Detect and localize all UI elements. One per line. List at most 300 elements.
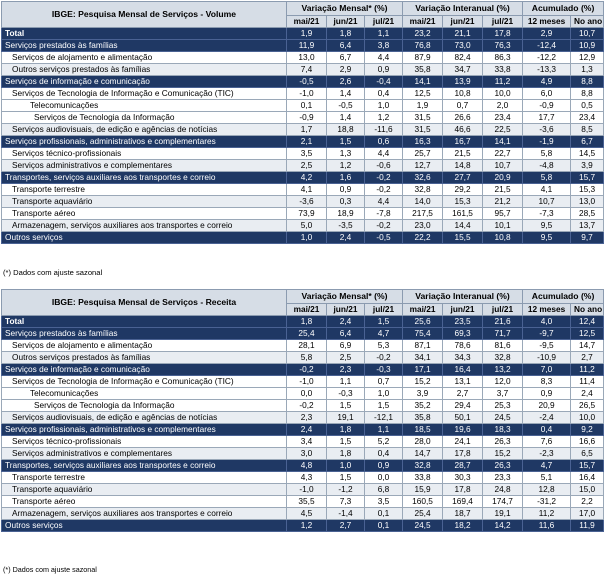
table-row: [2, 376, 604, 388]
table-cell: 28,1: [287, 340, 327, 352]
receita-table-note: (*) Dados com ajuste sazonal: [3, 565, 97, 574]
table-cell: 8,8: [571, 76, 604, 88]
table-cell: 21,5: [483, 184, 523, 196]
table-row: [2, 184, 604, 196]
table-cell: 16,3: [403, 136, 443, 148]
table-cell: 10,8: [443, 88, 483, 100]
table-cell: 0,4: [365, 448, 403, 460]
table-cell: 8,5: [571, 124, 604, 136]
table-cell: 15,7: [571, 172, 604, 184]
table-cell: 17,0: [571, 508, 604, 520]
table-cell: -1,0: [287, 376, 327, 388]
table-cell: 12,0: [483, 376, 523, 388]
column-header: jul/21: [483, 304, 523, 316]
table-cell: 19,1: [327, 412, 365, 424]
table-cell: 34,1: [403, 352, 443, 364]
row-label: Total: [2, 316, 287, 328]
table-cell: -3,5: [327, 220, 365, 232]
row-label: Transportes, serviços auxiliares aos transportes e correio: [2, 460, 287, 472]
table-cell: -2,3: [523, 448, 571, 460]
table-cell: 81,6: [483, 340, 523, 352]
table-cell: -1,4: [327, 508, 365, 520]
table-cell: 25,3: [483, 400, 523, 412]
table-cell: -0,6: [365, 160, 403, 172]
table-cell: 1,1: [365, 424, 403, 436]
table-cell: -2,4: [523, 412, 571, 424]
table-cell: 5,8: [523, 148, 571, 160]
table-cell: 15,7: [571, 460, 604, 472]
table-cell: 18,2: [443, 520, 483, 532]
table-cell: 1,4: [327, 88, 365, 100]
table-cell: 18,5: [403, 424, 443, 436]
row-label: Serviços técnico-profissionais: [2, 436, 287, 448]
group-header: Acumulado (%): [523, 2, 604, 16]
table-cell: 0,9: [365, 64, 403, 76]
table-cell: 14,2: [483, 520, 523, 532]
table-row: [2, 496, 604, 508]
table-cell: 82,4: [443, 52, 483, 64]
table-cell: 7,4: [287, 64, 327, 76]
table-cell: 24,5: [483, 412, 523, 424]
table-row: [2, 28, 604, 40]
table-cell: 24,8: [483, 484, 523, 496]
table-row: [2, 520, 604, 532]
table-cell: 1,4: [327, 112, 365, 124]
table-cell: 16,4: [443, 364, 483, 376]
table-cell: 1,3: [571, 64, 604, 76]
table-cell: 2,4: [571, 388, 604, 400]
table-cell: -7,3: [523, 208, 571, 220]
table-cell: 15,5: [443, 232, 483, 244]
table-cell: -10,9: [523, 352, 571, 364]
table-cell: -0,2: [365, 352, 403, 364]
table-row: [2, 400, 604, 412]
table-row: [2, 448, 604, 460]
table-cell: 24,1: [443, 436, 483, 448]
table-cell: -1,0: [287, 88, 327, 100]
column-header: jun/21: [443, 304, 483, 316]
table-cell: 1,8: [327, 28, 365, 40]
table-cell: 4,2: [287, 172, 327, 184]
row-label: Outros serviços: [2, 232, 287, 244]
row-label: Serviços prestados às famílias: [2, 40, 287, 52]
table-cell: 2,4: [287, 424, 327, 436]
table-cell: -12,1: [365, 412, 403, 424]
table-cell: 22,7: [483, 148, 523, 160]
table-row: [2, 412, 604, 424]
row-label: Telecomunicações: [2, 388, 287, 400]
table-cell: 26,5: [571, 400, 604, 412]
table-cell: 217,5: [403, 208, 443, 220]
table-cell: 2,6: [327, 76, 365, 88]
table-cell: 0,9: [327, 184, 365, 196]
table-cell: 35,5: [287, 496, 327, 508]
table-cell: 12,4: [571, 316, 604, 328]
table-cell: 1,3: [327, 148, 365, 160]
table-row: [2, 40, 604, 52]
table-cell: 33,8: [483, 64, 523, 76]
table-row: [2, 232, 604, 244]
table-title: IBGE: Pesquisa Mensal de Serviços - Volume: [2, 2, 287, 28]
table-cell: 29,2: [443, 184, 483, 196]
table-cell: 23,2: [403, 28, 443, 40]
table-cell: 14,1: [403, 76, 443, 88]
column-header: mai/21: [403, 16, 443, 28]
row-label: Total: [2, 28, 287, 40]
table-cell: 0,5: [571, 100, 604, 112]
table-cell: 31,5: [403, 112, 443, 124]
table-cell: 25,6: [403, 316, 443, 328]
row-label: Serviços administrativos e complementares: [2, 448, 287, 460]
table-cell: 87,1: [403, 340, 443, 352]
table-cell: -3,6: [523, 124, 571, 136]
column-header: 12 meses: [523, 16, 571, 28]
table-cell: 1,9: [287, 28, 327, 40]
table-cell: 18,9: [327, 208, 365, 220]
table-cell: 0,4: [365, 88, 403, 100]
table-cell: 5,3: [365, 340, 403, 352]
table-cell: 2,3: [287, 412, 327, 424]
table-cell: 1,2: [365, 112, 403, 124]
table-cell: 26,3: [483, 436, 523, 448]
table-cell: 16,4: [571, 472, 604, 484]
table-cell: 2,7: [443, 388, 483, 400]
table-cell: 0,0: [365, 472, 403, 484]
table-cell: 2,5: [287, 160, 327, 172]
group-header: Variação Interanual (%): [403, 290, 523, 304]
table-cell: 21,5: [443, 148, 483, 160]
table-cell: 3,5: [365, 496, 403, 508]
table-cell: 35,8: [403, 412, 443, 424]
column-header: jun/21: [327, 304, 365, 316]
table-cell: 73,9: [287, 208, 327, 220]
table-cell: 13,7: [571, 220, 604, 232]
table-cell: 21,2: [483, 196, 523, 208]
table-cell: 32,8: [403, 460, 443, 472]
table-cell: 1,8: [287, 316, 327, 328]
table-cell: 19,6: [443, 424, 483, 436]
table-cell: 1,2: [287, 520, 327, 532]
table-cell: 6,7: [571, 136, 604, 148]
table-cell: 8,8: [571, 88, 604, 100]
row-label: Serviços de alojamento e alimentação: [2, 52, 287, 64]
row-label: Serviços técnico-profissionais: [2, 148, 287, 160]
table-cell: -0,9: [287, 112, 327, 124]
row-label: Transporte aéreo: [2, 208, 287, 220]
column-header: mai/21: [287, 304, 327, 316]
table-cell: 17,8: [483, 28, 523, 40]
table-cell: 50,1: [443, 412, 483, 424]
table-cell: 160,5: [403, 496, 443, 508]
table-cell: 19,1: [483, 508, 523, 520]
table-cell: 6,7: [327, 52, 365, 64]
table-cell: 32,6: [403, 172, 443, 184]
table-cell: 10,0: [483, 88, 523, 100]
table-cell: 46,6: [443, 124, 483, 136]
table-cell: -31,2: [523, 496, 571, 508]
row-label: Serviços audiovisuais, de edição e agências de notícias: [2, 124, 287, 136]
table-row: [2, 100, 604, 112]
table-cell: 5,0: [287, 220, 327, 232]
table-cell: 169,4: [443, 496, 483, 508]
table-row: [2, 220, 604, 232]
table-cell: 35,2: [403, 400, 443, 412]
row-label: Transportes, serviços auxiliares aos transportes e correio: [2, 172, 287, 184]
table-title: IBGE: Pesquisa Mensal de Serviços - Receita: [2, 290, 287, 316]
group-header: Variação Mensal* (%): [287, 2, 403, 16]
table-row: [2, 76, 604, 88]
table-cell: 2,4: [327, 316, 365, 328]
table-cell: 23,5: [443, 316, 483, 328]
column-header: jul/21: [483, 16, 523, 28]
table-cell: 8,3: [523, 376, 571, 388]
table-cell: 6,4: [327, 40, 365, 52]
table-cell: 10,0: [571, 412, 604, 424]
row-label: Armazenagem, serviços auxiliares aos transportes e correio: [2, 220, 287, 232]
row-label: Serviços profissionais, administrativos e complementares: [2, 136, 287, 148]
table-cell: 25,4: [287, 328, 327, 340]
table-cell: 11,6: [523, 520, 571, 532]
row-label: Serviços de Tecnologia da Informação: [2, 400, 287, 412]
table-cell: 15,3: [571, 184, 604, 196]
column-header: jun/21: [327, 16, 365, 28]
column-header: jun/21: [443, 16, 483, 28]
column-header: jul/21: [365, 16, 403, 28]
table-cell: 6,5: [571, 448, 604, 460]
table-cell: 4,4: [365, 196, 403, 208]
table-cell: 22,5: [483, 124, 523, 136]
table-cell: 14,0: [403, 196, 443, 208]
table-cell: 4,1: [523, 184, 571, 196]
row-label: Serviços prestados às famílias: [2, 328, 287, 340]
table-cell: 75,4: [403, 328, 443, 340]
table-cell: 26,6: [443, 112, 483, 124]
table-cell: 20,9: [523, 400, 571, 412]
table-row: [2, 352, 604, 364]
table-cell: -0,2: [365, 220, 403, 232]
column-header: No ano: [571, 16, 604, 28]
table-cell: 3,9: [403, 388, 443, 400]
table-row: [2, 364, 604, 376]
table-cell: 7,6: [523, 436, 571, 448]
table-cell: 1,6: [327, 172, 365, 184]
table-cell: 1,8: [327, 448, 365, 460]
table-row: [2, 136, 604, 148]
table-cell: 23,0: [403, 220, 443, 232]
table-cell: 5,8: [523, 172, 571, 184]
table-cell: -1,0: [287, 484, 327, 496]
table-cell: 11,2: [483, 76, 523, 88]
table-cell: 28,0: [403, 436, 443, 448]
table-cell: 1,0: [327, 460, 365, 472]
table-cell: 1,8: [327, 424, 365, 436]
table-cell: 7,3: [327, 496, 365, 508]
table-cell: -0,9: [523, 100, 571, 112]
table-cell: 10,7: [571, 28, 604, 40]
table-cell: 4,0: [523, 316, 571, 328]
table-cell: 10,1: [483, 220, 523, 232]
table-row: [2, 328, 604, 340]
group-header: Variação Mensal* (%): [287, 290, 403, 304]
table-row: [2, 160, 604, 172]
column-header: mai/21: [287, 16, 327, 28]
table-cell: 14,1: [483, 136, 523, 148]
table-row: [2, 64, 604, 76]
table-cell: 1,0: [287, 232, 327, 244]
table-cell: 18,7: [443, 508, 483, 520]
table-cell: 0,7: [365, 376, 403, 388]
table-cell: 1,1: [327, 376, 365, 388]
table-cell: -0,5: [287, 76, 327, 88]
table-cell: 0,1: [365, 520, 403, 532]
table-cell: 2,7: [571, 352, 604, 364]
table-cell: 4,7: [365, 328, 403, 340]
table-row: [2, 472, 604, 484]
table-cell: 27,7: [443, 172, 483, 184]
table-cell: 3,8: [365, 40, 403, 52]
table-cell: 2,7: [327, 520, 365, 532]
table-cell: 2,0: [483, 100, 523, 112]
table-cell: 1,5: [327, 136, 365, 148]
table-cell: 25,7: [403, 148, 443, 160]
table-cell: 2,9: [327, 64, 365, 76]
table-cell: -11,6: [365, 124, 403, 136]
table-cell: 76,8: [403, 40, 443, 52]
table-cell: -0,3: [327, 388, 365, 400]
table-cell: 4,5: [287, 508, 327, 520]
table-cell: 14,7: [403, 448, 443, 460]
row-label: Serviços administrativos e complementares: [2, 160, 287, 172]
table-cell: 14,5: [571, 148, 604, 160]
table-cell: 1,7: [287, 124, 327, 136]
table-row: [2, 172, 604, 184]
row-label: Outros serviços: [2, 520, 287, 532]
table-cell: 18,3: [483, 424, 523, 436]
row-label: Outros serviços prestados às famílias: [2, 352, 287, 364]
table-cell: 1,9: [403, 100, 443, 112]
table-cell: 4,4: [365, 52, 403, 64]
table-cell: 32,8: [403, 184, 443, 196]
table-cell: 1,5: [327, 436, 365, 448]
table-cell: -1,9: [523, 136, 571, 148]
table-cell: 9,2: [571, 424, 604, 436]
table-cell: 2,4: [327, 232, 365, 244]
table-cell: 4,3: [287, 472, 327, 484]
table-cell: 95,7: [483, 208, 523, 220]
row-label: Transporte terrestre: [2, 472, 287, 484]
table-cell: 10,7: [523, 196, 571, 208]
table-cell: 28,5: [571, 208, 604, 220]
table-cell: 5,2: [365, 436, 403, 448]
table-cell: 174,7: [483, 496, 523, 508]
table-cell: 23,3: [483, 472, 523, 484]
table-cell: 2,5: [327, 352, 365, 364]
table-row: [2, 52, 604, 64]
table-cell: 29,4: [443, 400, 483, 412]
table-cell: 25,4: [403, 508, 443, 520]
table-cell: 31,5: [403, 124, 443, 136]
table-cell: 10,7: [483, 160, 523, 172]
column-header: mai/21: [403, 304, 443, 316]
table-cell: 20,9: [483, 172, 523, 184]
table-cell: 15,9: [403, 484, 443, 496]
row-label: Serviços de Tecnologia de Informação e Comunicação (TIC): [2, 376, 287, 388]
table-cell: 4,8: [287, 460, 327, 472]
table-cell: 9,5: [523, 232, 571, 244]
table-row: [2, 88, 604, 100]
table-cell: 11,9: [287, 40, 327, 52]
table-cell: 69,3: [443, 328, 483, 340]
row-label: Transporte aquaviário: [2, 196, 287, 208]
table-cell: 71,7: [483, 328, 523, 340]
table-row: [2, 508, 604, 520]
table-cell: 12,5: [403, 88, 443, 100]
table-cell: 3,7: [483, 388, 523, 400]
table-cell: 73,0: [443, 40, 483, 52]
table-cell: 3,9: [571, 160, 604, 172]
table-row: [2, 340, 604, 352]
table-cell: 15,3: [443, 196, 483, 208]
volume-table: [1, 1, 604, 244]
table-cell: -13,3: [523, 64, 571, 76]
table-cell: 6,8: [365, 484, 403, 496]
row-label: Armazenagem, serviços auxiliares aos transportes e correio: [2, 508, 287, 520]
table-cell: 15,0: [571, 484, 604, 496]
table-cell: -1,2: [327, 484, 365, 496]
table-cell: 0,6: [365, 136, 403, 148]
table-cell: 76,3: [483, 40, 523, 52]
table-cell: 22,2: [403, 232, 443, 244]
table-row: [2, 148, 604, 160]
table-cell: 6,4: [327, 328, 365, 340]
table-cell: 3,5: [287, 148, 327, 160]
table-cell: 0,0: [287, 388, 327, 400]
column-header: No ano: [571, 304, 604, 316]
table-cell: 6,0: [523, 88, 571, 100]
table-cell: 3,4: [287, 436, 327, 448]
table-cell: -0,5: [365, 232, 403, 244]
table-cell: -0,4: [365, 76, 403, 88]
table-cell: 24,5: [403, 520, 443, 532]
table-cell: 3,0: [287, 448, 327, 460]
table-cell: -4,8: [523, 160, 571, 172]
table-cell: 14,8: [443, 160, 483, 172]
table-cell: 26,3: [483, 460, 523, 472]
table-cell: 4,7: [523, 460, 571, 472]
table-cell: -0,2: [287, 400, 327, 412]
table-cell: -0,5: [327, 100, 365, 112]
table-cell: 1,0: [365, 388, 403, 400]
table-cell: 16,6: [571, 436, 604, 448]
row-label: Transporte aéreo: [2, 496, 287, 508]
table-cell: 14,4: [443, 220, 483, 232]
table-cell: 23,4: [571, 112, 604, 124]
table-cell: 1,2: [327, 160, 365, 172]
table-cell: 34,7: [443, 64, 483, 76]
table-cell: 12,5: [571, 328, 604, 340]
table-cell: -0,3: [365, 364, 403, 376]
table-cell: 11,4: [571, 376, 604, 388]
table-row: [2, 124, 604, 136]
table-cell: 28,7: [443, 460, 483, 472]
table-cell: 0,7: [443, 100, 483, 112]
table-row: [2, 388, 604, 400]
group-header: Acumulado (%): [523, 290, 604, 304]
table-cell: 11,2: [523, 508, 571, 520]
row-label: Serviços de Tecnologia da Informação: [2, 112, 287, 124]
table-cell: 12,9: [571, 52, 604, 64]
row-label: Serviços de Tecnologia de Informação e Comunicação (TIC): [2, 88, 287, 100]
